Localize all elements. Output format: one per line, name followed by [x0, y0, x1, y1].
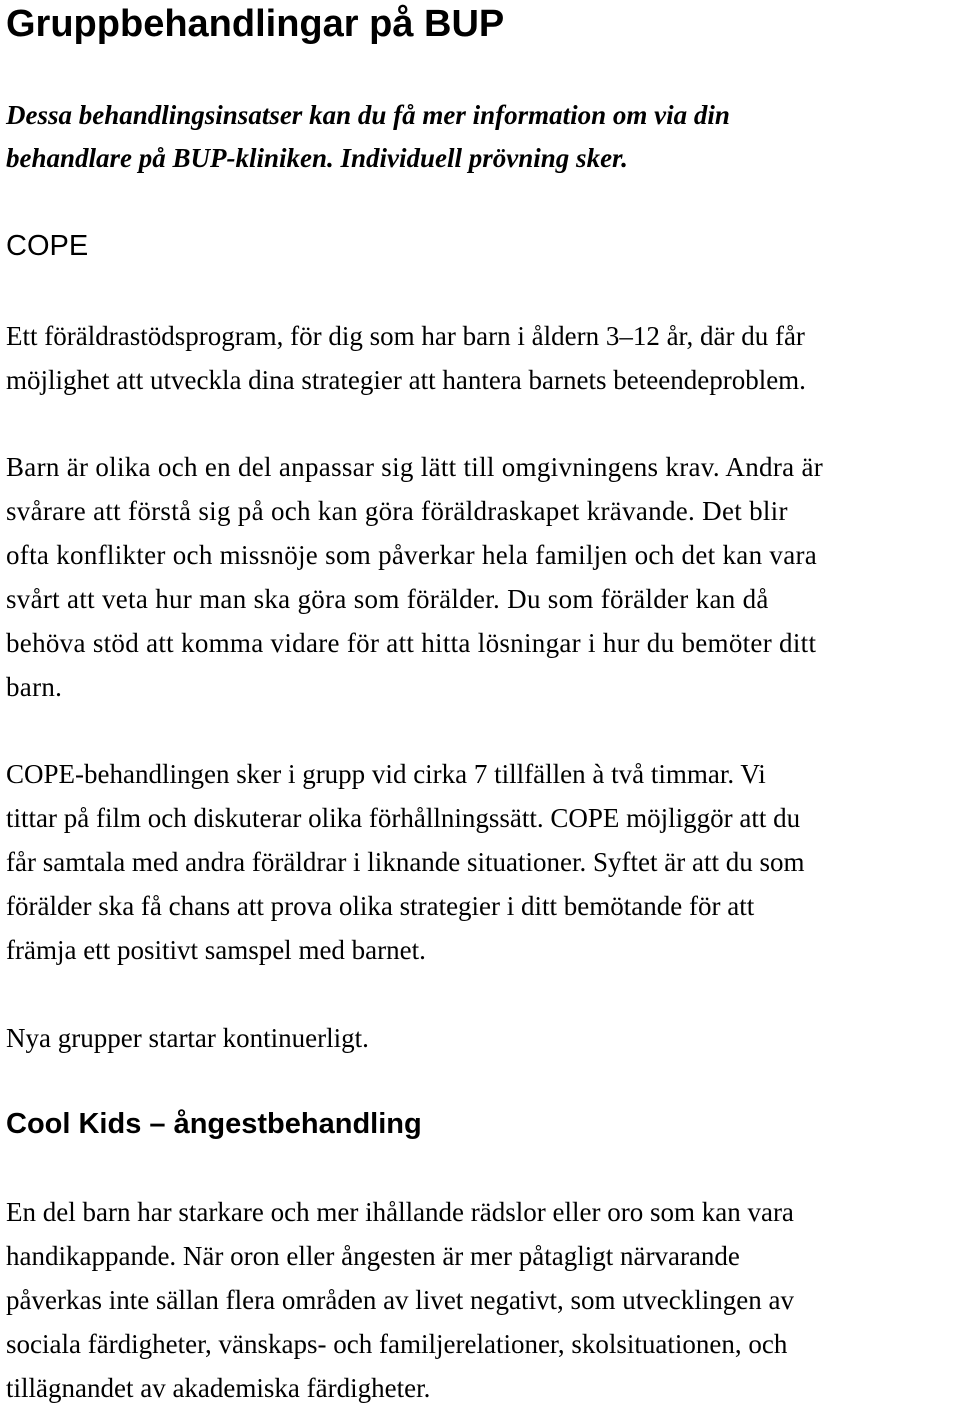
- text-line: barn.: [6, 672, 63, 702]
- text-line: Barn är olika och en del anpassar sig lätt till omgivningens krav. Andra är: [6, 452, 824, 482]
- text-line: främja ett positivt samspel med barnet.: [6, 935, 426, 965]
- section-heading-cope: COPE: [6, 230, 89, 262]
- text-line: får samtala med andra föräldrar i liknande situationer. Syftet är att du som: [6, 847, 805, 877]
- text-line: Nya grupper startar kontinuerligt.: [6, 1023, 369, 1053]
- text-line: svårt att veta hur man ska göra som förälder. Du som förälder kan då: [6, 584, 769, 614]
- text-line: tillägnandet av akademiska färdigheter.: [6, 1373, 431, 1403]
- text-line: möjlighet att utveckla dina strategier att hantera barnets beteendeproblem.: [6, 365, 806, 395]
- text-line: En del barn har starkare och mer ihållande rädslor eller oro som kan vara: [6, 1197, 794, 1227]
- text-line: förälder ska få chans att prova olika strategier i ditt bemötande för att: [6, 891, 755, 921]
- text-line: ofta konflikter och missnöje som påverkar hela familjen och det kan vara: [6, 540, 818, 570]
- paragraph-cool-kids-description: [6, 1190, 956, 1410]
- paragraph-cope-description: [6, 314, 956, 402]
- text-line: svårare att förstå sig på och kan göra föräldraskapet krävande. Det blir: [6, 496, 788, 526]
- intro-text: [6, 94, 956, 180]
- text-line: behöva stöd att komma vidare för att hitta lösningar i hur du bemöter ditt: [6, 628, 817, 658]
- text-line: Ett föräldrastödsprogram, för dig som har barn i åldern 3–12 år, där du får: [6, 321, 805, 351]
- text-line: handikappande. När oron eller ångesten är mer påtagligt närvarande: [6, 1241, 740, 1271]
- intro-line: Dessa behandlingsinsatser kan du få mer information om via din: [6, 100, 730, 130]
- section-heading-cool-kids: Cool Kids – ångestbehandling: [6, 1108, 422, 1140]
- text-line: sociala färdigheter, vänskaps- och familjerelationer, skolsituationen, och: [6, 1329, 788, 1359]
- paragraph-cope-format: [6, 752, 956, 972]
- text-line: påverkas inte sällan flera områden av livet negativt, som utvecklingen av: [6, 1285, 794, 1315]
- paragraph-cope-groups: [6, 1016, 956, 1060]
- paragraph-cope-background: [6, 445, 956, 709]
- page-title: Gruppbehandlingar på BUP: [6, 3, 505, 45]
- text-line: COPE-behandlingen sker i grupp vid cirka 7 tillfällen à två timmar. Vi: [6, 759, 766, 789]
- text-line: tittar på film och diskuterar olika förhållningssätt. COPE möjliggör att du: [6, 803, 801, 833]
- intro-line: behandlare på BUP-kliniken. Individuell prövning sker.: [6, 143, 628, 173]
